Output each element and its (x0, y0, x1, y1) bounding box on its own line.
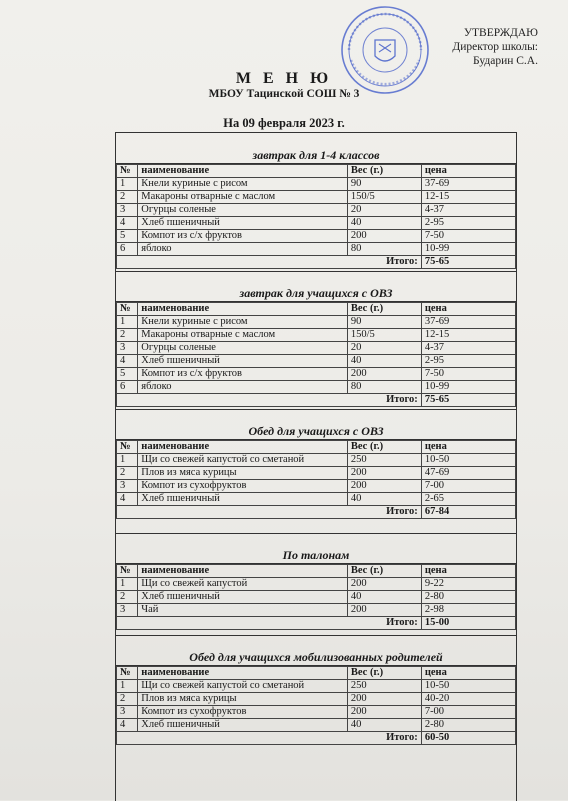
row-num: 1 (117, 178, 138, 191)
header-weight: Вес (г.) (347, 441, 421, 454)
row-weight: 200 (347, 706, 421, 719)
row-price: 10-50 (421, 454, 515, 467)
page-title: М Е Н Ю (235, 70, 333, 87)
row-num: 2 (117, 693, 138, 706)
row-price: 47-69 (421, 467, 515, 480)
total-row (117, 394, 516, 407)
table-row (117, 355, 516, 368)
row-num: 3 (117, 480, 138, 493)
row-weight: 200 (347, 467, 421, 480)
row-weight: 40 (347, 493, 421, 506)
row-name: Хлеб пшеничный (138, 719, 348, 732)
section-divider (116, 271, 516, 272)
row-price: 2-95 (421, 217, 515, 230)
row-price: 2-98 (421, 604, 515, 617)
row-name: яблоко (138, 243, 348, 256)
header-name: наименование (138, 667, 348, 680)
row-name: Компот из с/х фруктов (138, 230, 348, 243)
row-name: Щи со свежей капустой со сметаной (138, 680, 348, 693)
row-weight: 40 (347, 591, 421, 604)
row-name: Макароны отварные с маслом (138, 329, 348, 342)
row-price: 10-50 (421, 680, 515, 693)
total-label: Итого: (117, 506, 422, 519)
row-price: 10-99 (421, 243, 515, 256)
header-price: цена (421, 667, 515, 680)
row-price: 9-22 (421, 578, 515, 591)
row-name: Огурцы соленые (138, 204, 348, 217)
row-weight: 250 (347, 454, 421, 467)
section-title: Обед для учащихся с ОВЗ (116, 423, 516, 440)
school-name: МБОУ Тацинской СОШ № 3 (208, 88, 360, 100)
total-value: 15-00 (421, 617, 515, 630)
table-row (117, 680, 516, 693)
row-num: 1 (117, 454, 138, 467)
table-row (117, 329, 516, 342)
row-weight: 200 (347, 230, 421, 243)
row-weight: 20 (347, 342, 421, 355)
row-name: Щи со свежей капустой (138, 578, 348, 591)
row-num: 3 (117, 204, 138, 217)
table-row (117, 706, 516, 719)
table-header-row (117, 303, 516, 316)
table-row (117, 230, 516, 243)
table-row (117, 467, 516, 480)
header-name: наименование (138, 303, 348, 316)
row-price: 7-50 (421, 368, 515, 381)
header-num: № (117, 565, 138, 578)
menu-frame (115, 132, 517, 801)
row-weight: 90 (347, 178, 421, 191)
menu-section (116, 649, 516, 745)
row-weight: 20 (347, 204, 421, 217)
total-label: Итого: (117, 617, 422, 630)
table-row (117, 493, 516, 506)
row-price: 40-20 (421, 693, 515, 706)
table-row (117, 719, 516, 732)
header-weight: Вес (г.) (347, 565, 421, 578)
row-name: Хлеб пшеничный (138, 217, 348, 230)
row-num: 4 (117, 719, 138, 732)
row-name: Хлеб пшеничный (138, 493, 348, 506)
row-weight: 200 (347, 368, 421, 381)
row-price: 10-99 (421, 381, 515, 394)
table-row (117, 243, 516, 256)
header-num: № (117, 165, 138, 178)
row-name: Плов из мяса курицы (138, 693, 348, 706)
table-row (117, 368, 516, 381)
row-price: 37-69 (421, 178, 515, 191)
table-row (117, 342, 516, 355)
row-price: 7-00 (421, 480, 515, 493)
row-name: Огурцы соленые (138, 342, 348, 355)
row-name: Чай (138, 604, 348, 617)
row-num: 4 (117, 217, 138, 230)
header-price: цена (421, 303, 515, 316)
table-row (117, 604, 516, 617)
menu-table (116, 666, 516, 745)
section-title: завтрак для 1-4 классов (116, 147, 516, 164)
total-row (117, 256, 516, 269)
row-num: 4 (117, 355, 138, 368)
row-num: 6 (117, 381, 138, 394)
table-row (117, 178, 516, 191)
row-weight: 200 (347, 693, 421, 706)
table-row (117, 480, 516, 493)
table-row (117, 316, 516, 329)
menu-table (116, 440, 516, 519)
header-price: цена (421, 165, 515, 178)
total-value: 67-84 (421, 506, 515, 519)
table-row (117, 204, 516, 217)
header-weight: Вес (г.) (347, 165, 421, 178)
approval-position: Директор школы: (452, 41, 538, 53)
row-name: Кнели куриные с рисом (138, 178, 348, 191)
menu-section (116, 547, 516, 630)
section-title: Обед для учащихся мобилизованных родителей (116, 649, 516, 666)
row-name: Макароны отварные с маслом (138, 191, 348, 204)
row-num: 3 (117, 706, 138, 719)
menu-section (116, 423, 516, 519)
row-num: 3 (117, 604, 138, 617)
total-value: 75-65 (421, 394, 515, 407)
section-title: завтрак для учащихся с ОВЗ (116, 285, 516, 302)
approval-signatory: Бударин С.А. (473, 55, 538, 67)
section-divider (116, 533, 516, 534)
table-row (117, 217, 516, 230)
row-num: 2 (117, 191, 138, 204)
row-price: 37-69 (421, 316, 515, 329)
row-price: 2-80 (421, 591, 515, 604)
header-weight: Вес (г.) (347, 303, 421, 316)
total-label: Итого: (117, 256, 422, 269)
row-num: 3 (117, 342, 138, 355)
row-name: Плов из мяса курицы (138, 467, 348, 480)
row-weight: 80 (347, 381, 421, 394)
table-header-row (117, 441, 516, 454)
row-num: 5 (117, 230, 138, 243)
menu-table (116, 564, 516, 630)
table-row (117, 578, 516, 591)
row-price: 2-95 (421, 355, 515, 368)
row-num: 5 (117, 368, 138, 381)
row-name: Компот из сухофруктов (138, 480, 348, 493)
row-name: Компот из сухофруктов (138, 706, 348, 719)
total-row (117, 506, 516, 519)
row-price: 4-37 (421, 342, 515, 355)
approval-block (452, 26, 538, 68)
header-name: наименование (138, 441, 348, 454)
row-weight: 250 (347, 680, 421, 693)
row-num: 2 (117, 329, 138, 342)
row-num: 6 (117, 243, 138, 256)
row-num: 1 (117, 680, 138, 693)
table-row (117, 381, 516, 394)
row-price: 2-65 (421, 493, 515, 506)
row-weight: 150/5 (347, 191, 421, 204)
row-name: яблоко (138, 381, 348, 394)
header-price: цена (421, 441, 515, 454)
row-num: 1 (117, 578, 138, 591)
row-price: 2-80 (421, 719, 515, 732)
row-num: 2 (117, 591, 138, 604)
total-label: Итого: (117, 394, 422, 407)
row-weight: 200 (347, 480, 421, 493)
total-value: 75-65 (421, 256, 515, 269)
total-label: Итого: (117, 732, 422, 745)
menu-section (116, 147, 516, 269)
header-weight: Вес (г.) (347, 667, 421, 680)
table-row (117, 454, 516, 467)
header-num: № (117, 303, 138, 316)
row-num: 2 (117, 467, 138, 480)
table-row (117, 591, 516, 604)
menu-table (116, 302, 516, 407)
row-weight: 40 (347, 719, 421, 732)
total-value: 60-50 (421, 732, 515, 745)
section-title: По талонам (116, 547, 516, 564)
row-name: Кнели куриные с рисом (138, 316, 348, 329)
row-weight: 90 (347, 316, 421, 329)
row-weight: 40 (347, 355, 421, 368)
row-price: 7-00 (421, 706, 515, 719)
header-name: наименование (138, 565, 348, 578)
row-price: 12-15 (421, 329, 515, 342)
row-weight: 200 (347, 604, 421, 617)
header-num: № (117, 441, 138, 454)
row-price: 4-37 (421, 204, 515, 217)
menu-date: На 09 февраля 2023 г. (223, 116, 345, 130)
row-weight: 80 (347, 243, 421, 256)
row-price: 7-50 (421, 230, 515, 243)
table-header-row (117, 165, 516, 178)
row-name: Хлеб пшеничный (138, 591, 348, 604)
row-name: Хлеб пшеничный (138, 355, 348, 368)
row-weight: 200 (347, 578, 421, 591)
total-row (117, 617, 516, 630)
row-weight: 40 (347, 217, 421, 230)
section-divider (116, 635, 516, 636)
table-header-row (117, 565, 516, 578)
header-price: цена (421, 565, 515, 578)
header-num: № (117, 667, 138, 680)
menu-table (116, 164, 516, 269)
table-header-row (117, 667, 516, 680)
header-name: наименование (138, 165, 348, 178)
menu-section (116, 285, 516, 407)
row-num: 4 (117, 493, 138, 506)
row-num: 1 (117, 316, 138, 329)
row-price: 12-15 (421, 191, 515, 204)
row-weight: 150/5 (347, 329, 421, 342)
table-row (117, 693, 516, 706)
table-row (117, 191, 516, 204)
row-name: Компот из с/х фруктов (138, 368, 348, 381)
row-name: Щи со свежей капустой со сметаной (138, 454, 348, 467)
total-row (117, 732, 516, 745)
section-divider (116, 409, 516, 410)
approval-title: УТВЕРЖДАЮ (463, 27, 538, 39)
